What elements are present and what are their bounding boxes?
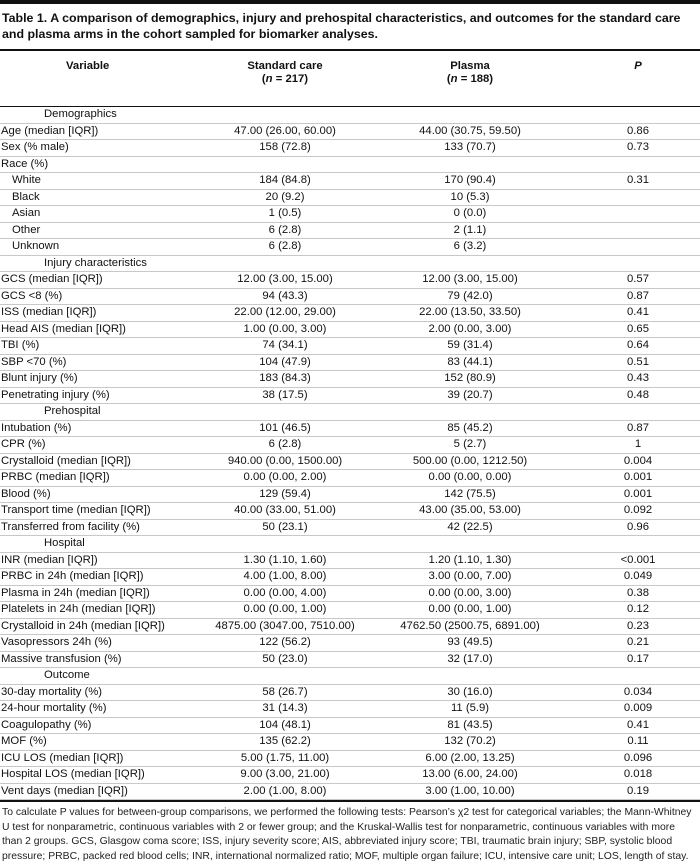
- table-row: [0, 618, 700, 635]
- row-label: PRBC (median [IQR]): [0, 470, 206, 487]
- table-row: [0, 321, 700, 338]
- standard-care-value: 1.30 (1.10, 1.60): [206, 552, 364, 569]
- table-row: [0, 239, 700, 256]
- header-plasma: [364, 51, 576, 106]
- p-value: [576, 239, 700, 256]
- row-label: Crystalloid (median [IQR]): [0, 453, 206, 470]
- table-row: [0, 206, 700, 223]
- plasma-value: 13.00 (6.00, 24.00): [364, 767, 576, 784]
- plasma-value: 12.00 (3.00, 15.00): [364, 272, 576, 289]
- plasma-value: 81 (43.5): [364, 717, 576, 734]
- plasma-value: 30 (16.0): [364, 684, 576, 701]
- standard-care-n-open: (: [261, 73, 266, 85]
- standard-care-value: 4875.00 (3047.00, 7510.00): [206, 618, 364, 635]
- plasma-value: 170 (90.4): [364, 173, 576, 190]
- p-value: 0.41: [576, 717, 700, 734]
- plasma-value: 152 (80.9): [364, 371, 576, 388]
- p-value: 0.034: [576, 684, 700, 701]
- standard-care-value: 184 (84.8): [206, 173, 364, 190]
- row-label: Age (median [IQR]): [0, 123, 206, 140]
- p-value: 0.23: [576, 618, 700, 635]
- p-value: 0.018: [576, 767, 700, 784]
- plasma-value: 133 (70.7): [364, 140, 576, 157]
- standard-care-value: 940.00 (0.00, 1500.00): [206, 453, 364, 470]
- row-label: Race (%): [0, 156, 206, 173]
- standard-care-value: 94 (43.3): [206, 288, 364, 305]
- standard-care-value: 6 (2.8): [206, 222, 364, 239]
- table-row: [0, 140, 700, 157]
- plasma-value: 32 (17.0): [364, 651, 576, 668]
- table-row: [0, 684, 700, 701]
- row-label: Other: [0, 222, 206, 239]
- section-row: [0, 668, 700, 685]
- section-row: [0, 107, 700, 123]
- standard-care-value: 122 (56.2): [206, 635, 364, 652]
- standard-care-value: 9.00 (3.00, 21.00): [206, 767, 364, 784]
- header-variable: Variable: [66, 60, 110, 72]
- row-label: Head AIS (median [IQR]): [0, 321, 206, 338]
- row-label: CPR (%): [0, 437, 206, 454]
- plasma-value: 132 (70.2): [364, 734, 576, 751]
- p-value: 0.57: [576, 272, 700, 289]
- row-label: Coagulopathy (%): [0, 717, 206, 734]
- plasma-value: [364, 156, 576, 173]
- plasma-value: 1.20 (1.10, 1.30): [364, 552, 576, 569]
- table-row: [0, 437, 700, 454]
- table-row: [0, 222, 700, 239]
- table-row: [0, 470, 700, 487]
- row-label: Blunt injury (%): [0, 371, 206, 388]
- p-value: 0.004: [576, 453, 700, 470]
- row-label: Massive transfusion (%): [0, 651, 206, 668]
- plasma-n-symbol: n: [450, 73, 458, 85]
- plasma-value: 79 (42.0): [364, 288, 576, 305]
- p-value: 0.12: [576, 602, 700, 619]
- row-label: GCS (median [IQR]): [0, 272, 206, 289]
- table-row: [0, 602, 700, 619]
- table-row: [0, 585, 700, 602]
- row-label: INR (median [IQR]): [0, 552, 206, 569]
- plasma-value: 4762.50 (2500.75, 6891.00): [364, 618, 576, 635]
- plasma-value: 3.00 (1.00, 10.00): [364, 783, 576, 800]
- p-value: 0.009: [576, 701, 700, 718]
- table-row: [0, 173, 700, 190]
- standard-care-n-value: = 217): [272, 73, 309, 85]
- plasma-value: 10 (5.3): [364, 189, 576, 206]
- p-value: 0.21: [576, 635, 700, 652]
- row-label: SBP <70 (%): [0, 354, 206, 371]
- row-label: 30-day mortality (%): [0, 684, 206, 701]
- table-row: [0, 519, 700, 536]
- p-value: 0.17: [576, 651, 700, 668]
- table-row: [0, 783, 700, 800]
- plasma-value: 11 (5.9): [364, 701, 576, 718]
- p-value: 0.96: [576, 519, 700, 536]
- standard-care-value: 135 (62.2): [206, 734, 364, 751]
- plasma-value: 500.00 (0.00, 1212.50): [364, 453, 576, 470]
- table-row: [0, 486, 700, 503]
- standard-care-value: 12.00 (3.00, 15.00): [206, 272, 364, 289]
- standard-care-value: 1.00 (0.00, 3.00): [206, 321, 364, 338]
- table-row: [0, 503, 700, 520]
- standard-care-value: 74 (34.1): [206, 338, 364, 355]
- row-label: White: [0, 173, 206, 190]
- row-label: Platelets in 24h (median [IQR]): [0, 602, 206, 619]
- section-row: [0, 255, 700, 272]
- p-value: 0.73: [576, 140, 700, 157]
- section-heading: Outcome: [0, 668, 700, 685]
- p-value: 0.31: [576, 173, 700, 190]
- standard-care-value: [206, 156, 364, 173]
- p-value: 0.049: [576, 569, 700, 586]
- table-row: [0, 387, 700, 404]
- standard-care-value: 6 (2.8): [206, 239, 364, 256]
- standard-care-value: 31 (14.3): [206, 701, 364, 718]
- table-body: [0, 107, 700, 800]
- plasma-value: 39 (20.7): [364, 387, 576, 404]
- row-label: Blood (%): [0, 486, 206, 503]
- p-label: P: [634, 60, 642, 72]
- plasma-value: 44.00 (30.75, 59.50): [364, 123, 576, 140]
- table-footnote: To calculate P values for between-group comparisons, we performed the following tests: Pearson’s χ2 test for categorical variables; the Mann-Whitney U test for nonparametric, continuous variables with 2 or fewer group; and the Kruskal-Wallis test for nonparametric, continuous variables with more than 2 groups. GCS, Glasgow coma score; ISS, injury severity score; AIS, abbreviated injury score; TBI, traumatic brain injury; SBP, systolic blood pressure; PRBC, packed red blood cells; INR, international normalized ratio; MOF, multiple organ failure; ICU, intensive care unit; LOS, length of stay.: [2, 807, 692, 862]
- table-title: Table 1. A comparison of demographics, injury and prehospital characteristics, and outcomes for the standard care and plasma arms in the cohort sampled for biomarker analyses.: [2, 11, 681, 41]
- p-value: 0.11: [576, 734, 700, 751]
- table-row: [0, 569, 700, 586]
- plasma-value: 59 (31.4): [364, 338, 576, 355]
- plasma-value: 0.00 (0.00, 0.00): [364, 470, 576, 487]
- standard-care-value: 0.00 (0.00, 2.00): [206, 470, 364, 487]
- row-label: Vasopressors 24h (%): [0, 635, 206, 652]
- row-label: TBI (%): [0, 338, 206, 355]
- plasma-value: 142 (75.5): [364, 486, 576, 503]
- section-heading: Injury characteristics: [0, 255, 700, 272]
- standard-care-value: 5.00 (1.75, 11.00): [206, 750, 364, 767]
- table-row: [0, 635, 700, 652]
- p-value: 0.38: [576, 585, 700, 602]
- standard-care-label: Standard care: [247, 60, 323, 72]
- plasma-value: 22.00 (13.50, 33.50): [364, 305, 576, 322]
- plasma-value: 0.00 (0.00, 1.00): [364, 602, 576, 619]
- p-value: 0.64: [576, 338, 700, 355]
- standard-care-value: 58 (26.7): [206, 684, 364, 701]
- standard-care-n-symbol: n: [265, 73, 273, 85]
- row-label: ICU LOS (median [IQR]): [0, 750, 206, 767]
- section-heading: Demographics: [0, 107, 700, 123]
- header-row: [0, 51, 700, 106]
- plasma-value: 43.00 (35.00, 53.00): [364, 503, 576, 520]
- table-row: [0, 189, 700, 206]
- table-row: [0, 734, 700, 751]
- standard-care-value: 0.00 (0.00, 1.00): [206, 602, 364, 619]
- row-label: Crystalloid in 24h (median [IQR]): [0, 618, 206, 635]
- plasma-value: 3.00 (0.00, 7.00): [364, 569, 576, 586]
- plasma-n-open: (: [446, 73, 451, 85]
- standard-care-value: 38 (17.5): [206, 387, 364, 404]
- plasma-value: 83 (44.1): [364, 354, 576, 371]
- standard-care-value: 50 (23.0): [206, 651, 364, 668]
- p-value: 0.51: [576, 354, 700, 371]
- table-row: [0, 750, 700, 767]
- table-row: [0, 651, 700, 668]
- standard-care-value: 101 (46.5): [206, 420, 364, 437]
- row-label: 24-hour mortality (%): [0, 701, 206, 718]
- section-row: [0, 536, 700, 553]
- standard-care-value: 1 (0.5): [206, 206, 364, 223]
- data-table: [0, 51, 700, 800]
- plasma-value: 0.00 (0.00, 3.00): [364, 585, 576, 602]
- standard-care-value: 0.00 (0.00, 4.00): [206, 585, 364, 602]
- table-row: [0, 371, 700, 388]
- table-row: [0, 156, 700, 173]
- standard-care-value: 129 (59.4): [206, 486, 364, 503]
- row-label: Sex (% male): [0, 140, 206, 157]
- row-label: ISS (median [IQR]): [0, 305, 206, 322]
- p-value: 0.001: [576, 486, 700, 503]
- plasma-n-value: = 188): [457, 73, 494, 85]
- table-row: [0, 420, 700, 437]
- header-standard-care: [206, 51, 364, 106]
- plasma-value: 2 (1.1): [364, 222, 576, 239]
- table-row: [0, 272, 700, 289]
- standard-care-value: 4.00 (1.00, 8.00): [206, 569, 364, 586]
- row-label: Plasma in 24h (median [IQR]): [0, 585, 206, 602]
- row-label: Vent days (median [IQR]): [0, 783, 206, 800]
- row-label: Transferred from facility (%): [0, 519, 206, 536]
- table-row: [0, 453, 700, 470]
- p-value: 0.41: [576, 305, 700, 322]
- standard-care-value: 158 (72.8): [206, 140, 364, 157]
- p-value: [576, 206, 700, 223]
- row-label: Penetrating injury (%): [0, 387, 206, 404]
- row-label: Transport time (median [IQR]): [0, 503, 206, 520]
- plasma-value: 85 (45.2): [364, 420, 576, 437]
- p-value: [576, 189, 700, 206]
- p-value: 0.092: [576, 503, 700, 520]
- plasma-value: 5 (2.7): [364, 437, 576, 454]
- standard-care-value: 183 (84.3): [206, 371, 364, 388]
- plasma-value: 42 (22.5): [364, 519, 576, 536]
- p-value: 1: [576, 437, 700, 454]
- table-row: [0, 305, 700, 322]
- row-label: Black: [0, 189, 206, 206]
- section-heading: Hospital: [0, 536, 700, 553]
- p-value: 0.87: [576, 420, 700, 437]
- table-row: [0, 123, 700, 140]
- plasma-value: 93 (49.5): [364, 635, 576, 652]
- section-heading: Prehospital: [0, 404, 700, 421]
- p-value: <0.001: [576, 552, 700, 569]
- standard-care-value: 50 (23.1): [206, 519, 364, 536]
- row-label: PRBC in 24h (median [IQR]): [0, 569, 206, 586]
- row-label: Asian: [0, 206, 206, 223]
- header-p: [576, 51, 700, 106]
- standard-care-value: 20 (9.2): [206, 189, 364, 206]
- standard-care-value: 47.00 (26.00, 60.00): [206, 123, 364, 140]
- p-value: 0.19: [576, 783, 700, 800]
- p-value: 0.096: [576, 750, 700, 767]
- table-row: [0, 767, 700, 784]
- p-value: 0.86: [576, 123, 700, 140]
- row-label: MOF (%): [0, 734, 206, 751]
- plasma-label: Plasma: [450, 60, 490, 72]
- section-row: [0, 404, 700, 421]
- plasma-value: 6 (3.2): [364, 239, 576, 256]
- p-value: 0.48: [576, 387, 700, 404]
- row-label: Unknown: [0, 239, 206, 256]
- p-value: [576, 156, 700, 173]
- row-label: Hospital LOS (median [IQR]): [0, 767, 206, 784]
- table-row: [0, 552, 700, 569]
- row-label: GCS <8 (%): [0, 288, 206, 305]
- standard-care-value: 104 (48.1): [206, 717, 364, 734]
- p-value: [576, 222, 700, 239]
- p-value: 0.65: [576, 321, 700, 338]
- standard-care-value: 22.00 (12.00, 29.00): [206, 305, 364, 322]
- standard-care-value: 40.00 (33.00, 51.00): [206, 503, 364, 520]
- table-row: [0, 701, 700, 718]
- table-row: [0, 717, 700, 734]
- table-row: [0, 338, 700, 355]
- plasma-value: 6.00 (2.00, 13.25): [364, 750, 576, 767]
- p-value: 0.87: [576, 288, 700, 305]
- standard-care-value: 104 (47.9): [206, 354, 364, 371]
- row-label: Intubation (%): [0, 420, 206, 437]
- table-row: [0, 288, 700, 305]
- table-row: [0, 354, 700, 371]
- standard-care-value: 2.00 (1.00, 8.00): [206, 783, 364, 800]
- p-value: 0.001: [576, 470, 700, 487]
- standard-care-value: 6 (2.8): [206, 437, 364, 454]
- plasma-value: 2.00 (0.00, 3.00): [364, 321, 576, 338]
- p-value: 0.43: [576, 371, 700, 388]
- plasma-value: 0 (0.0): [364, 206, 576, 223]
